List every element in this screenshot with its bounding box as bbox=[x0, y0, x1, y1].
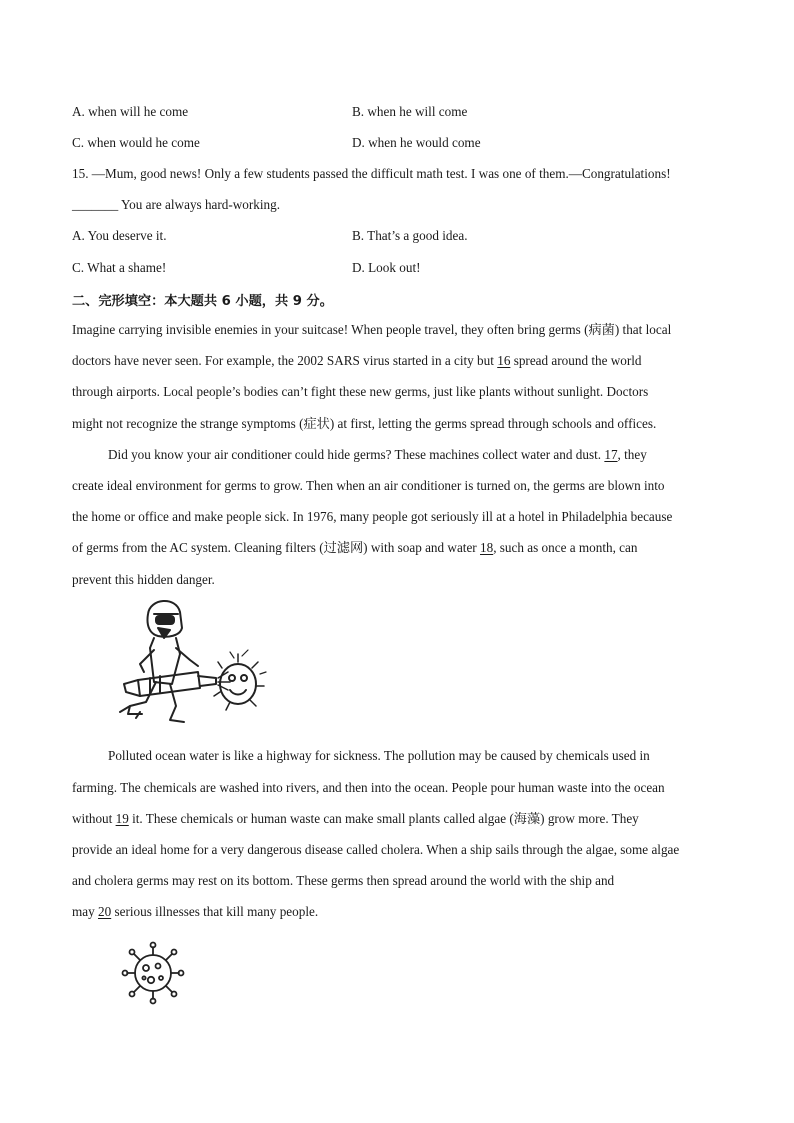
p3-line5: and cholera germs may rest on its bottom. These germs then spread around the world with the ship and bbox=[72, 873, 615, 888]
q14-option-a: A. when will he come bbox=[72, 104, 189, 119]
p2-line4-rest: , such as once a month, can bbox=[493, 540, 638, 555]
p2-line4-text: of germs from the AC system. Cleaning filters (过滤网) with soap and water bbox=[72, 540, 481, 555]
p1-line2-rest: spread around the world bbox=[510, 353, 642, 368]
section-heading: 二、完形填空：本大题共 6 小题，共 9 分。 bbox=[72, 294, 333, 309]
blank-17: 17 bbox=[604, 447, 618, 462]
q14-option-c: C. when would he come bbox=[72, 135, 200, 150]
p1-line2-text: doctors have never seen. For example, the 2002 SARS virus started in a city but bbox=[72, 353, 498, 368]
p2-line2: create ideal environment for germs to grow. Then when an air conditioner is turned on, the germs are blown into bbox=[72, 478, 665, 493]
p1-line4: might not recognize the strange symptoms (症状) at first, letting the germs spread through schools and offices. bbox=[72, 416, 657, 431]
q15-stem-line1: 15. —Mum, good news! Only a few students passed the difficult math test. I was one of them.—Congratulations! bbox=[72, 166, 671, 181]
virus-illustration bbox=[118, 938, 188, 1008]
p3-line6 bbox=[72, 903, 318, 921]
blank-20: 20 bbox=[98, 904, 112, 919]
p1-line2 bbox=[72, 352, 642, 370]
p3-line3-rest: it. These chemicals or human waste can make small plants called algae (海藻) grow more. They bbox=[128, 811, 639, 826]
blank-18: 18 bbox=[480, 540, 494, 555]
q15-stem-line2 bbox=[72, 196, 280, 214]
p3-line2: farming. The chemicals are washed into rivers, and then into the ocean. People pour human waste into the ocean bbox=[72, 780, 665, 795]
p2-line3: the home or office and make people sick. In 1976, many people got seriously ill at a hotel in Philadelphia because bbox=[72, 509, 673, 524]
p3-line6-rest: serious illnesses that kill many people. bbox=[111, 904, 319, 919]
q14-option-b: B. when he will come bbox=[352, 104, 468, 119]
p3-line3 bbox=[72, 810, 639, 828]
blank-19: 19 bbox=[115, 811, 129, 826]
q15-option-a: A. You deserve it. bbox=[72, 228, 167, 243]
p3-line4: provide an ideal home for a very dangerous disease called cholera. When a ship sails through the algae, some algae bbox=[72, 842, 680, 857]
man-spraying-germs-illustration bbox=[110, 592, 270, 734]
p2-line1 bbox=[108, 446, 647, 464]
p1-line1: Imagine carrying invisible enemies in your suitcase! When people travel, they often bring germs (病菌) that local bbox=[72, 322, 672, 337]
p2-line1-rest: , they bbox=[617, 447, 647, 462]
p2-line4 bbox=[72, 539, 638, 557]
q15-blank: _______ bbox=[72, 197, 119, 212]
p3-line3-text: without bbox=[72, 811, 116, 826]
q15-stem-rest: You are always hard-working. bbox=[118, 197, 281, 212]
q15-option-b: B. That’s a good idea. bbox=[352, 228, 468, 243]
p1-line3: through airports. Local people’s bodies can’t fight these new germs, just like plants without sunlight. Doctors bbox=[72, 384, 649, 399]
p2-line1-text: Did you know your air conditioner could hide germs? These machines collect water and dust. bbox=[108, 447, 605, 462]
p3-line6-text: may bbox=[72, 904, 99, 919]
p2-line5: prevent this hidden danger. bbox=[72, 572, 215, 587]
q14-option-d: D. when he would come bbox=[352, 135, 481, 150]
q15-option-c: C. What a shame! bbox=[72, 260, 167, 275]
blank-16: 16 bbox=[497, 353, 511, 368]
q15-option-d: D. Look out! bbox=[352, 260, 421, 275]
p3-line1: Polluted ocean water is like a highway for sickness. The pollution may be caused by chemicals used in bbox=[108, 748, 650, 763]
